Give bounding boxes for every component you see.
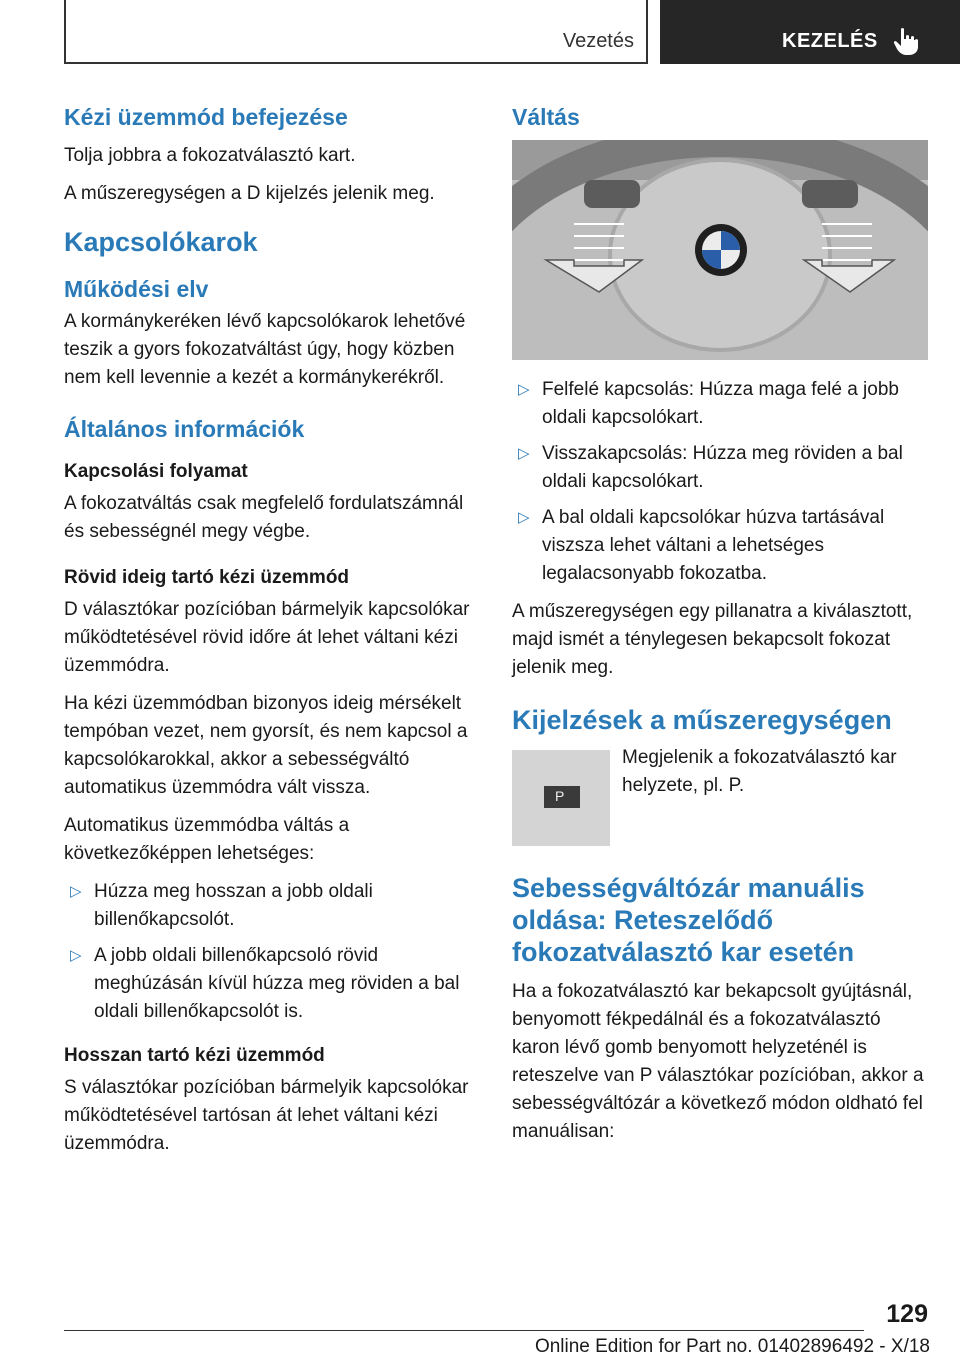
list-item: ▷ A jobb oldali billenőkapcsoló rövid meghúzásán kívül húzza meg röviden a bal oldali billenőkapcsolót is. xyxy=(64,942,478,1026)
heading-process: Kapcsolási folyamat xyxy=(64,461,248,482)
paragraph: A műszeregységen egy pillanatra a kiválasztott, majd ismét a ténylegesen bekapcsolt fokozat jelenik meg. xyxy=(512,601,913,678)
heading-general: Általános információk xyxy=(64,416,305,442)
bullet-list xyxy=(64,878,478,1026)
triangle-bullet-icon: ▷ xyxy=(70,947,82,964)
left-column xyxy=(64,100,478,1168)
header-chapter xyxy=(64,0,648,64)
heading-paddles: Kapcsolókarok xyxy=(64,227,258,257)
chapter-title: Vezetés xyxy=(562,30,634,52)
list-item: ▷ Visszakapcsolás: Húzza meg röviden a bal oldali kapcsolókart. xyxy=(512,440,928,496)
paragraph: A kormánykeréken lévő kapcsolókarok lehetővé teszik a gyors fokozatváltást úgy, hogy közben nem kell levennie a kezét a kormánykerékről. xyxy=(64,311,466,388)
paragraph: S választókar pozícióban bármelyik kapcsolókar működtetésével tartósan át lehet váltani kézi üzemmódra. xyxy=(64,1077,469,1154)
display-indicator-row xyxy=(512,744,928,844)
paragraph: Megjelenik a fokozatválasztó kar helyzete, pl. P. xyxy=(622,747,897,796)
section-title: KEZELÉS xyxy=(782,30,878,52)
footer-divider xyxy=(64,1330,864,1331)
bullet-list xyxy=(512,376,928,588)
triangle-bullet-icon: ▷ xyxy=(518,445,530,462)
right-column xyxy=(512,100,928,1156)
paragraph: A műszeregységen a D kijelzés jelenik meg. xyxy=(64,183,435,204)
hand-pointer-icon xyxy=(893,27,919,55)
paragraph: Tolja jobbra a fokozatválasztó kart. xyxy=(64,145,356,166)
heading-principle: Működési elv xyxy=(64,276,209,302)
paragraph: D választókar pozícióban bármelyik kapcsolókar működtetésével rövid időre át lehet váltani kézi üzemmódra. xyxy=(64,599,470,676)
paragraph: A fokozatváltás csak megfelelő fordulatszámnál és sebességnél megy végbe. xyxy=(64,493,464,542)
list-item: ▷ Felfelé kapcsolás: Húzza maga felé a jobb oldali kapcsolókart. xyxy=(512,376,928,432)
heading-end-manual: Kézi üzemmód befejezése xyxy=(64,104,348,130)
steering-wheel-illustration xyxy=(512,140,928,360)
gear-display-illustration xyxy=(512,750,610,846)
heading-release: Sebességváltózár manuális oldása: Reteszelődő fokozatválasztó kar esetén xyxy=(512,873,865,967)
heading-display: Kijelzések a műszeregységen xyxy=(512,705,892,735)
page-number: 129 xyxy=(886,1300,928,1328)
triangle-bullet-icon: ▷ xyxy=(518,509,530,526)
paragraph: Ha a fokozatválasztó kar bekapcsolt gyújtásnál, benyomott fékpedálnál és a fokozatválasztó karon lévő gomb benyomott helyzeténél is reteszelve van P választókar pozícióban, akkor a sebességváltózár a következő módon oldható fel manuálisan: xyxy=(512,981,924,1142)
heading-short-manual: Rövid ideig tartó kézi üzemmód xyxy=(64,567,350,588)
list-item: ▷ A bal oldali kapcsolókar húzva tartásával viszsza lehet váltani a lehetséges legalacsonyabb fokozatba. xyxy=(512,504,928,588)
paragraph: Ha kézi üzemmódban bizonyos ideig mérsékelt tempóban vezet, nem gyorsít, és nem kapcsol a kapcsolókarokkal, akkor a sebességváltó automatikus üzemmódra vált vissza. xyxy=(64,693,468,798)
heading-shift: Váltás xyxy=(512,104,580,130)
paragraph: Automatikus üzemmódba váltás a következőképpen lehetséges: xyxy=(64,815,350,864)
triangle-bullet-icon: ▷ xyxy=(518,381,530,398)
list-item: ▷ Húzza meg hosszan a jobb oldali billenőkapcsolót. xyxy=(64,878,478,934)
heading-long-manual: Hosszan tartó kézi üzemmód xyxy=(64,1045,325,1066)
gear-letter: P xyxy=(555,788,565,804)
footer-edition: Online Edition for Part no. 01402896492 - X/18 xyxy=(534,1336,930,1357)
display-screen xyxy=(544,786,580,808)
triangle-bullet-icon: ▷ xyxy=(70,883,82,900)
